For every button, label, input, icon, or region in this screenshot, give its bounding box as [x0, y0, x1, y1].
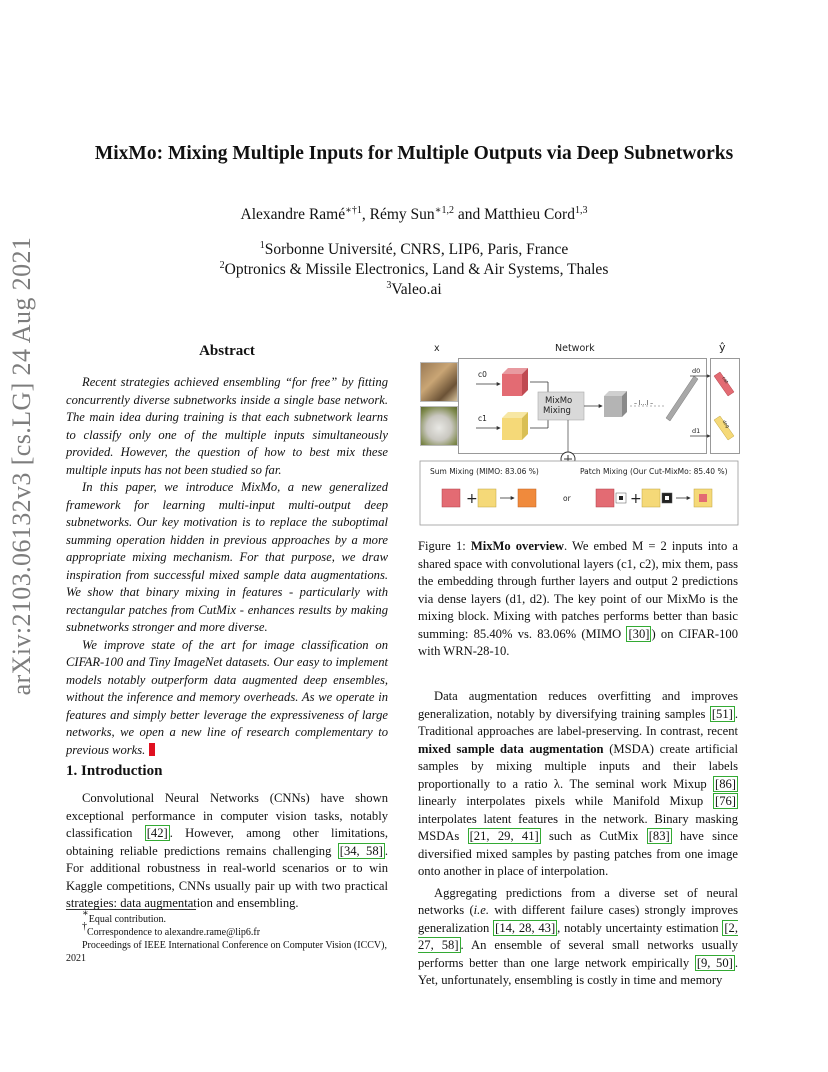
text-run: . For additional robustness in real-world scenarios or to win Kaggle competitions, CNNs usually pair up with two practical strategies: data augmentation and ensembling.	[66, 843, 388, 910]
text-run: . Yet, unfortunately, ensembling is costly in time and memory	[418, 955, 739, 987]
text-run: (MSDA) create artificial samples by mixing multiple inputs and their labels proportionally to a ratio λ. The seminal work Mixup	[418, 741, 738, 791]
footnote-text: Equal contribution.	[88, 914, 167, 925]
output-label-dog: dog	[720, 419, 730, 430]
author-marks: ∗1,2	[434, 205, 454, 216]
or-label: or	[563, 494, 571, 503]
conv-cube-c0	[502, 368, 528, 396]
intro-paragraph	[66, 790, 388, 913]
citation-link[interactable]: [21, 29, 41]	[469, 829, 539, 843]
text-run: Aggregating predictions from a diverse set of neural networks (	[418, 885, 738, 917]
citation-link[interactable]: [76]	[715, 794, 736, 808]
mixing-label-line1: MixMo	[545, 396, 573, 406]
dots-label: – l…l –	[634, 400, 654, 407]
output-label-cat: cat	[720, 376, 729, 385]
caption-text: ) on CIFAR-100 with WRN-28-10.	[418, 626, 738, 658]
caption-text: . We embed M = 2 inputs into a shared space with convolutional layers (c1, c2), mix them, pass the embedding through further layers and output 2 predictions via dense layers (d1, d2). The key point of our MixMo is the mixing block. Mixing with patches performs better than basic summing: 85.40% vs. 83.06% (MIMO	[418, 539, 738, 641]
abstract-body	[66, 374, 388, 759]
caption-bold: MixMo overview	[470, 539, 564, 553]
citation-link[interactable]: [30]	[628, 626, 650, 641]
conv-cube-c1	[502, 412, 528, 440]
affiliation	[0, 280, 828, 300]
dense-layer-bar	[666, 376, 698, 421]
text-run: Data augmentation reduces overfitting and improves generalization, notably by diversifying training samples	[418, 689, 738, 721]
abstract-heading: Abstract	[199, 343, 255, 359]
arxiv-stamp: arXiv:2103.06132v3 [cs.LG] 24 Aug 2021	[7, 236, 36, 696]
sum-mixing-label: Sum Mixing (MIMO: 83.06 %)	[430, 467, 539, 476]
introduction-body	[66, 790, 388, 913]
body-paragraph	[418, 885, 738, 990]
text-run: . However, among other limitations, obtaining reliable predictions remains challenging	[66, 826, 388, 858]
footnote	[66, 908, 388, 926]
text-run: . An ensemble of several small networks usually performs better than one large network empirically	[418, 938, 738, 970]
paper-title: MixMo: Mixing Multiple Inputs for Multiple Outputs via Deep Subnetworks	[94, 143, 734, 164]
citation-link[interactable]: [42]	[146, 826, 168, 840]
affiliation	[0, 260, 828, 280]
author-marks: ∗†1	[345, 205, 362, 216]
author-marks: 1,3	[574, 205, 588, 216]
footnotes	[66, 908, 388, 965]
text-run: such as CutMix	[540, 829, 647, 843]
abstract-paragraph-text: We improve state of the art for image classification on CIFAR-100 and Tiny ImageNet datasets. Our easy to implement models notably outperform data augmented deep ensembles, without the inference and memory overheads. As we operate in features and simply better leverage the expressiveness of large networks, we open a new line of research complementary to previous works.	[66, 637, 388, 757]
author-list: Alexandre Ramé$^{∗\dagger 1}$, Rémy Sun$^{∗1,2}$ and Matthieu Cord$^{1,3}$	[240, 205, 588, 223]
affiliation-text: Valeo.ai	[391, 281, 442, 298]
affiliation-mark: 2	[219, 260, 225, 271]
figure-network-label: Network	[555, 343, 595, 354]
red-marker	[149, 743, 155, 756]
footnote	[66, 921, 388, 939]
right-column-body	[418, 688, 738, 990]
svg-text:+: +	[630, 491, 642, 507]
affiliation-list	[0, 240, 828, 300]
mixing-label-line2: Mixing	[543, 406, 571, 416]
affiliation-mark: 3	[386, 280, 392, 291]
citation-link[interactable]: [83]	[648, 829, 670, 843]
bold-term: mixed sample data augmentation	[418, 741, 604, 756]
italic-text: i.e.	[473, 903, 490, 917]
text-run: interpolates latent features in the network. Binary masking MSDAs	[418, 811, 738, 843]
abstract-paragraph: Recent strategies achieved ensembling “for free” by fitting concurrently diverse subnetworks inside a single base network. The main idea during training is that each subnetwork learns to classify only one of the multiple inputs simultaneously provided. However, the question of how to best mix these multiple inputs has not been studied so far.	[66, 375, 388, 477]
label-c0: c0	[478, 370, 487, 379]
body-paragraph	[418, 688, 738, 881]
text-run: with different failure cases) strongly improves generalization	[418, 903, 738, 935]
text-run: , notably uncertainty estimation	[557, 920, 723, 935]
caption-label: Figure 1:	[418, 539, 466, 553]
abstract-paragraph	[66, 637, 388, 760]
text-run: Convolutional Neural Networks (CNNs) have shown exceptional performance in computer vision tasks, notably classification	[66, 791, 388, 840]
label-d0: d0	[692, 367, 701, 375]
affiliation	[0, 240, 828, 260]
author-name: Rémy Sun	[369, 206, 435, 223]
author-name: Matthieu Cord	[484, 206, 575, 223]
citation-link[interactable]: [2, 27, 58]	[418, 920, 738, 952]
footnote	[66, 939, 388, 965]
abstract-paragraph: In this paper, we introduce MixMo, a new generalized framework for learning multi-input multi-output deep subnetworks. Our key motivation is to replace the suboptimal summing operation hidden in previous approaches by a more appropriate mixing mechanism. For that purpose, we draw inspiration from successful mixed sample data augmentations. We show that binary mixing in features - particularly with rectangular patches from CutMix - enhances results by making subnetworks stronger and more diverse.	[66, 480, 388, 634]
text-run: . Traditional approaches are label-preserving. In contrast, recent	[418, 706, 738, 738]
footnote-mark: †	[82, 921, 87, 932]
shared-cube	[604, 391, 627, 417]
figure-x-label: x	[434, 343, 440, 354]
text-run: have since diversified mixed samples by pasting patches from one image onto another in place of interpolation.	[418, 829, 738, 878]
footnote-text: Proceedings of IEEE International Conference on Computer Vision (ICCV), 2021	[66, 940, 387, 964]
affiliation-text: Sorbonne Université, CNRS, LIP6, Paris, France	[264, 241, 569, 258]
patch-mixing-label: Patch Mixing (Our Cut-MixMo: 85.40 %)	[580, 467, 728, 476]
figure-caption	[418, 538, 738, 661]
footnote-text: Correspondence to alexandre.rame@lip6.fr	[87, 927, 261, 938]
section-heading-introduction: 1. Introduction	[66, 763, 163, 779]
label-c1: c1	[478, 414, 487, 423]
svg-text:+: +	[466, 491, 478, 507]
citation-link[interactable]: [14, 28, 43]	[495, 920, 556, 935]
figure-mixmo-overview	[418, 340, 740, 530]
figure-yhat-label: ŷ	[719, 341, 726, 354]
affiliation-text: Optronics & Missile Electronics, Land & Air Systems, Thales	[224, 261, 609, 278]
author-name: Alexandre Ramé	[240, 206, 346, 223]
citation-link[interactable]: [51]	[711, 706, 733, 721]
affiliation-mark: 1	[259, 240, 265, 251]
citation-link[interactable]: [34, 58]	[339, 843, 383, 858]
citation-link[interactable]: [9, 50]	[696, 955, 733, 970]
citation-link[interactable]: [86]	[715, 776, 736, 791]
footnote-mark: ∗	[82, 908, 89, 919]
text-run: linearly interpolates pixels while Manifold Mixup	[418, 794, 714, 808]
label-d1: d1	[692, 427, 701, 435]
